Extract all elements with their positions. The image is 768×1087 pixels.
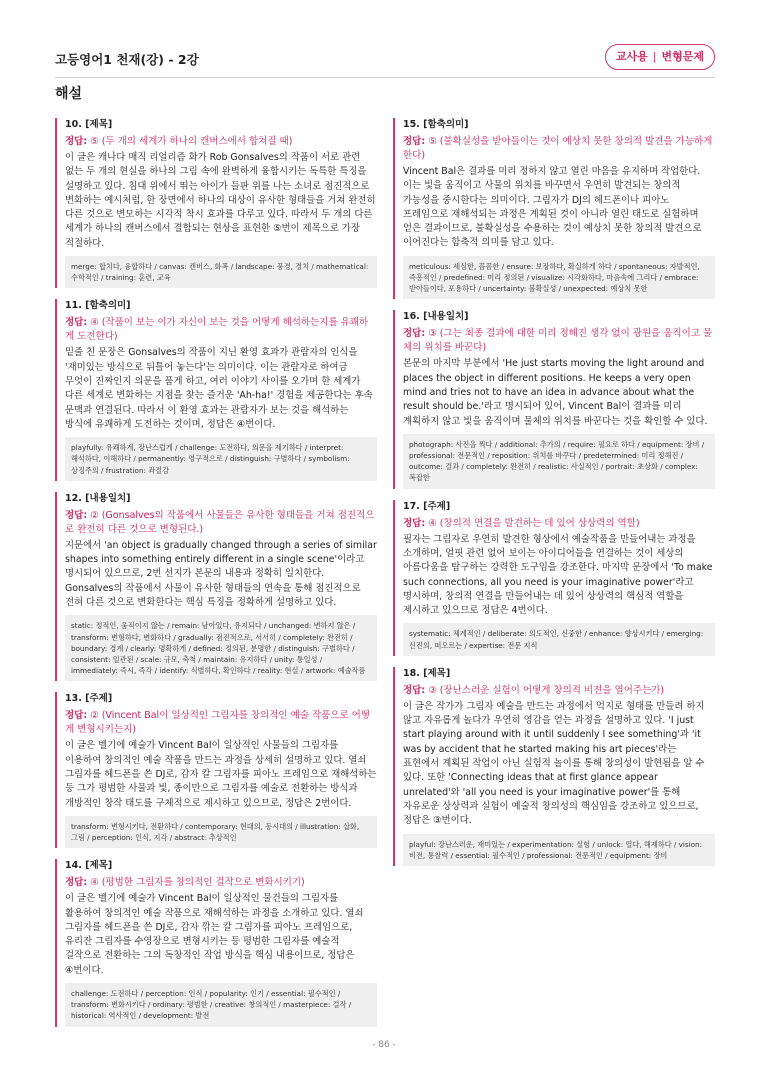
answer-text: ② (Vincent Bal이 일상적인 그림자를 창의적인 예술 작품으로 어떻게 변형시키는지) <box>65 710 371 736</box>
right-column <box>393 118 715 877</box>
explanation-text: 이 글은 작가가 그림자 예술을 만드는 과정에서 억지로 형태를 만들려 하지 않고 자유롭게 놀다가 우연히 영감을 얻는 과정을 설명하고 있다. 'I just start playing around with it until suddenly I see something'과 'it was by accident that he started making his art pieces'라는 표현에서 계획된 작업이 아닌 실험적 놀이를 통해 창의성이 발현됨을 알 수 있다. 또한 'Connecting ideas that at first glance appear unrelated'와 'all you need is your imaginative power'를 통해 자유로운 상상력과 실험이 예술적 창의성의 핵심임을 강조하고 있으므로, 정답은 ③번이다. <box>403 700 705 827</box>
answer-text: ⑤ (불확실성을 받아들이는 것이 예상치 못한 창의적 발견을 가능하게 한다) <box>403 136 713 161</box>
item-heading: 18. [제목] <box>403 667 451 679</box>
answer-line <box>403 684 715 698</box>
explanation-text: 지문에서 'an object is gradually changed through a series of similar shapes into something entirely different in a single scene'이라고 명시되어 있으므로, 2번 선지가 본문의 내용과 정확히 일치한다. Gonsalves의 작품에서 사물이 유사한 형태들의 연속을 통해 점진적으로 전혀 다른 것으로 변화한다는 핵심 특징을 정확하게 설명하고 있다. <box>65 539 377 609</box>
answer-line <box>65 709 377 737</box>
explanation-item-18 <box>393 667 715 866</box>
answer-line <box>65 876 377 890</box>
answer-line <box>65 509 377 537</box>
answer-text: ⑤ (두 개의 세계가 하나의 캔버스에서 합쳐질 때) <box>90 136 293 147</box>
explanation-item-15 <box>393 118 715 299</box>
answer-text: ② (Gonsalves의 작품에서 사물들은 유사한 형태들을 거쳐 점진적으로 완전히 다른 것으로 변형된다.) <box>65 509 375 535</box>
item-heading: 10. [제목] <box>65 119 113 130</box>
page-header <box>55 44 715 72</box>
explanation-text: 이 글은 벨기에 예술가 Vincent Bal이 일상적인 사물들의 그림자를 이용하여 창의적인 예술 작품을 만드는 과정을 상세히 설명하고 있다. 열쇠 그림자를 헤드폰을 쓴 DJ로, 감자 칼 그림자를 피아노 프레임으로 재해석하는 등 그가 평범한 사물과 빛, 종이만으로 그림자를 예술로 전환하는 방식과 개방적인 창작 태도를 구체적으로 제시하고 있으므로, 정답은 2번이다. <box>65 740 377 809</box>
vocabulary-box: systematic: 체계적인 / deliberate: 의도적인, 신중한 / enhance: 향상시키다 / emerging: 신진의, 떠오르는 / expertise: 전문 지식 <box>403 623 715 655</box>
badge-label-teacher: 교사용 <box>615 50 648 63</box>
page-number: - 86 - <box>372 1040 396 1050</box>
badge-separator: | <box>652 50 657 63</box>
answer-line <box>403 135 715 163</box>
explanation-item-10 <box>55 118 377 288</box>
answer-label: 정답: <box>65 710 88 722</box>
vocabulary-box: static: 정적인, 움직이지 않는 / remain: 남아있다, 유지되다 / unchanged: 변하지 않은 / transform: 변형하다, 변화하다 / gradually: 점진적으로, 서서히 / completely: 완전히 / boundary: 경계 / clearly: 명확하게 / defined: 정의된, 분명한 / distinguish: 구별하다 / consistent: 일관된 / scale: 규모, 축척 / maintain: 유지하다 / unity: 통일성 / immediately: 즉시, 즉각 / identify: 식별하다, 확인하다 / reality: 현실 / artwork: 예술작품 <box>65 615 377 681</box>
item-heading: 14. [제목] <box>65 860 113 872</box>
answer-text: ④ (평범한 그림자를 창의적인 걸작으로 변화시키기) <box>90 877 305 889</box>
explanation-text: 본문의 마지막 부분에서 'He just starts moving the light around and places the object in different positions. He keeps a very open mind and tries not to have an idea in advance about what the result should be.'라고 명시되어 있어, Vincent Bal이 결과를 미리 계획하지 않고 빛을 움직이며 물체의 위치를 바꾼다는 것을 확인할 수 있다. <box>403 358 708 427</box>
vocabulary-box: photograph: 사진을 찍다 / additional: 추가의 / require: 필요로 하다 / equipment: 장비 / professional: 전문적인 / reposition: 위치를 바꾸다 / predetermined: 미리 정해진 / outcome: 결과 / completely: 완전히 / realistic: 사실적인 / portrait: 초상화 / complex: 복잡한 <box>403 434 715 489</box>
explanation-text: Vincent Bal은 결과를 미리 정하지 않고 열린 마음을 유지하며 작업한다. 이는 빛을 움직이고 사물의 위치를 바꾸면서 우연히 발견되는 창의적 가능성을 중시한다는 의미이다. 그림자가 DJ의 헤드폰이나 피아노 프레임으로 재해석되는 과정은 계획된 것이 아니라 열린 태도로 실험하며 얻은 결과이므로, 불확실성을 수용하는 것이 예상치 못한 창의적 발견으로 이어진다는 함축적 의미를 담고 있다. <box>403 166 702 249</box>
vocabulary-box: merge: 합치다, 융합하다 / canvas: 캔버스, 화폭 / landscape: 풍경, 경치 / mathematical: 수학적인 / training: 훈련, 교육 <box>65 256 377 288</box>
explanation-item-13 <box>55 692 377 848</box>
answer-text: ④ (작품이 보는 이가 자신이 보는 것을 어떻게 해석하는지를 유쾌하게 도전한다) <box>65 317 369 343</box>
item-heading: 16. [내용일치] <box>403 311 469 323</box>
item-heading: 13. [주제] <box>65 693 113 705</box>
vocabulary-box: playful: 장난스러운, 재미있는 / experimentation: 실험 / unlock: 열다, 해제하다 / vision: 비전, 통찰력 / essential: 필수적인 / professional: 전문적인 / equipment: 장비 <box>403 834 715 866</box>
explanation-item-14 <box>55 859 377 1026</box>
answer-label: 정답: <box>65 877 88 889</box>
vocabulary-box: playfully: 유쾌하게, 장난스럽게 / challenge: 도전하다, 의문을 제기하다 / interpret: 해석하다, 이해하다 / permanently: 영구적으로 / distinguish: 구별하다 / symbolism: 상징주의 / frustration: 좌절감 <box>65 437 377 481</box>
answer-line <box>65 316 377 344</box>
answer-label: 정답: <box>403 684 426 696</box>
header-divider <box>55 77 715 78</box>
left-column <box>55 118 377 1038</box>
answer-text: ③ (장난스러운 실험이 어떻게 창의적 비전을 열어주는가) <box>428 684 665 696</box>
item-heading: 12. [내용일치] <box>65 492 131 504</box>
item-heading: 15. [함축의미] <box>403 119 469 130</box>
explanation-item-12 <box>55 492 377 682</box>
badge-label-variant: 변형문제 <box>661 50 704 63</box>
answer-line <box>403 517 715 531</box>
explanation-item-11 <box>55 299 377 480</box>
answer-label: 정답: <box>65 317 88 329</box>
explanation-text: 이 글은 벨기에 예술가 Vincent Bal이 일상적인 물건들의 그림자를 활용하여 창의적인 예술 작품으로 재해석하는 과정을 소개하고 있다. 열쇠 그림자를 헤드폰을 쓴 DJ로, 감자 깎는 칼 그림자를 피아노 프레임으로, 유리잔 그림자를 수영장으로 변형시키는 등 평범한 그림자를 예술적 걸작으로 전환하는 그의 독창적인 작업 방식을 핵심 내용이므로, 정답은 ④번이다. <box>65 893 364 976</box>
vocabulary-box: challenge: 도전하다 / perception: 인식 / popularity: 인기 / essential: 필수적인 / transform: 변화시키다 / ordinary: 평범한 / creative: 창의적인 / masterpiece: 걸작 / historical: 역사적인 / development: 발전 <box>65 983 377 1027</box>
explanation-text: 필자는 그림자로 우연히 발견한 형상에서 예술작품을 만들어내는 과정을 소개하며, 얼핏 관련 없어 보이는 아이디어들을 연결하는 것이 세상의 아름다움을 탐구하는 강력한 도구임을 강조한다. 마지막 문장에서 'To make such connections, all you need is your imaginative power'라고 명시하며, 창의적 연결을 만들어내는 데 있어 상상력의 핵심적 역할을 제시하고 있으므로 정답은 4번이다. <box>403 533 713 617</box>
explanation-item-16 <box>393 310 715 488</box>
vocabulary-box: meticulous: 세심한, 꼼꼼한 / ensure: 보장하다, 확실하게 하다 / spontaneous: 자발적인, 즉흥적인 / predefined: 미리 정의된 / visualize: 시각화하다, 마음속에 그리다 / embrace: 받아들이다, 포용하다 / uncertainty: 불확실성 / unexpected: 예상치 못한 <box>403 256 715 300</box>
explanation-item-17 <box>393 500 715 656</box>
document-title: 고등영어1 천재(강) - 2강 <box>55 52 199 67</box>
explanation-text: 이 글은 캐나다 매직 리얼리즘 화가 Rob Gonsalves의 작품이 서로 관련 없는 두 개의 현실을 하나의 그림 속에 완벽하게 융합시키는 독특한 특징을 설명하고 있다. 침대 위에서 뛰는 아이가 들판 위를 나는 소녀로 점진적으로 변화하는 예시처럼, 한 장면에서 하나의 대상이 유사한 형태들을 거쳐 완전히 다른 것으로 변모하는 시각적 착시 효과를 다루고 있다. 따라서 두 개의 다른 세계가 하나의 캔버스에서 결합되는 현상을 표현한 ⑤번이 제목으로 가장 적절하다. <box>65 152 376 249</box>
answer-label: 정답: <box>403 136 426 147</box>
answer-label: 정답: <box>65 509 88 521</box>
item-heading: 11. [함축의미] <box>65 300 131 312</box>
vocabulary-box: transform: 변형시키다, 전환하다 / contemporary: 현대의, 동시대의 / illustration: 삽화, 그림 / perception: 인식, 지각 / abstract: 추상적인 <box>65 816 377 848</box>
answer-label: 정답: <box>403 328 426 340</box>
answer-line <box>65 135 377 149</box>
answer-label: 정답: <box>403 517 426 529</box>
answer-text: ③ (그는 최종 결과에 대한 미리 정해진 생각 없이 광원을 움직이고 물체의 위치를 바꾼다) <box>403 328 713 354</box>
explanation-text: 밑줄 친 문장은 Gonsalves의 작품이 지닌 환영 효과가 관람자의 인식을 '재미있는 방식으로 뒤틀어 놓는다'는 의미이다. 이는 관람자로 하여금 무엇이 진짜인지 의문을 품게 하고, 여러 이야기 사이를 오가며 한 세계가 다른 세계로 변화하는 지점을 찾는 즐거운 'Ah-ha!' 경험을 제공한다는 후속 문맥과 연결된다. 따라서 이 환영 효과는 관람자가 보는 것을 해석하는 방식에 유쾌하게 도전하는 것이며, 정답은 ④번이다. <box>65 347 373 430</box>
section-title: 해설 <box>55 86 83 102</box>
answer-line <box>403 327 715 355</box>
answer-label: 정답: <box>65 136 88 147</box>
teacher-edition-badge <box>605 44 715 70</box>
item-heading: 17. [주제] <box>403 500 451 512</box>
answer-text: ④ (창의적 연결을 발견하는 데 있어 상상력의 역할) <box>428 517 640 529</box>
